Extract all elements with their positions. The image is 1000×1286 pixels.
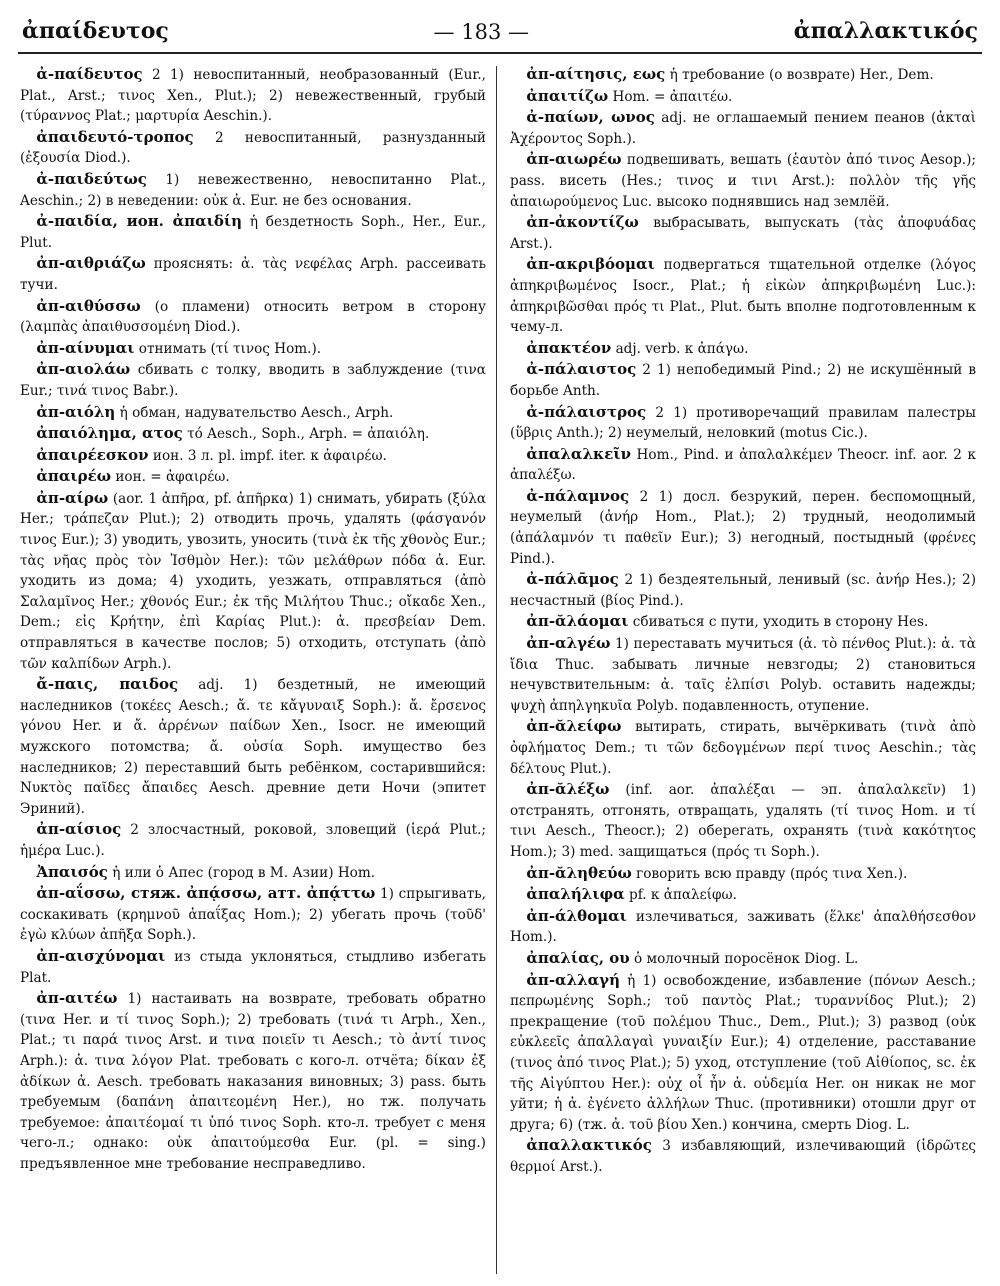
entry-headword: ἀ-παίδευτος (36, 65, 143, 83)
dictionary-entry (510, 716, 976, 779)
entry-definition: ион. 3 л. pl. impf. iter. к ἀφαιρέω. (148, 447, 387, 464)
entry-definition: adj. verb. к ἀπάγω. (611, 340, 749, 357)
entry-headword: ἀπ-ᾰλέξω (526, 780, 610, 799)
entry-headword: ἀπ-αιωρέω (526, 150, 622, 169)
page-number: — 183 — (433, 20, 529, 44)
entry-headword: ἀ-παίων, ωνος (526, 108, 655, 127)
dictionary-entry (20, 211, 486, 253)
entry-headword: ἀπ-αλγέω (526, 634, 611, 653)
entry-definition: вытирать, стирать, вычёркивать (τινὰ ἀπὸ ὀφλήματος Dem.; τι τῶν δεδογμένων περί τινος Aeschin.; τὰς δέλτους Plut.). (510, 719, 976, 777)
entry-definition: подвешивать, вешать (ἑαυτὸν ἀπό τινος Aesop.); pass. висеть (Hes.; τινος и τινι Arst.): πολλὸν τῆς γῆς ἀπαιωρούμενος Luc. высоко поднявшись над землёй. (510, 152, 976, 210)
entry-headword: ἄ-παις, παιδος (36, 675, 179, 694)
entry-definition: ἡ обман, надувательство Aesch., Arph. (115, 404, 394, 421)
entry-headword: ἀπαλήλιφα (526, 885, 625, 904)
entry-headword: ἀ-πάλᾱμος (526, 570, 619, 589)
entry-headword: ἀπαιτίζω (526, 86, 609, 105)
entry-headword: ἀ-πάλαιστρος (526, 402, 647, 421)
dictionary-entry (20, 946, 486, 988)
entry-headword: ἀπ-ακριβόομαι (526, 255, 655, 274)
dictionary-entry (20, 862, 486, 884)
entry-definition: прояснять: ἀ. τὰς νεφέλας Arph. рассеивать тучи. (20, 256, 486, 293)
header-left-word: ἀπαίδευτος (22, 18, 169, 44)
left-column (20, 64, 486, 1276)
entry-headword: ἀ-πάλαιστος (526, 360, 637, 379)
dictionary-entry (510, 486, 976, 569)
entry-headword: ἀ-πάλαμνος (526, 486, 630, 505)
dictionary-entry (20, 359, 486, 401)
entry-definition: ἡ или ὁ Апес (город в М. Азии) Hom. (107, 864, 376, 881)
entry-headword: ἀπ-αιόλη (36, 402, 116, 421)
dictionary-entry (20, 674, 486, 819)
entry-headword: ἀπ-ᾰλάομαι (526, 612, 629, 631)
dictionary-entry (20, 127, 486, 169)
entry-definition: излечиваться, заживать (ἕλκε' ἀπαλθήσεσθον Hom.). (510, 908, 976, 946)
entry-definition: ὁ молочный поросёнок Diog. L. (629, 950, 859, 967)
entry-headword: ἀπαιρέω (36, 467, 112, 486)
entry-headword: ἀ-παιδεύτως (36, 169, 147, 188)
entry-definition: из стыда уклоняться, стыдливо избегать Plat. (20, 948, 486, 986)
entry-headword: ἀπ-αλλαγή (526, 970, 620, 989)
dictionary-entry (20, 466, 486, 488)
dictionary-entry (510, 569, 976, 611)
page-header (22, 10, 978, 44)
dictionary-entry (510, 212, 976, 254)
dictionary-entry (20, 883, 486, 946)
dictionary-entry (510, 107, 976, 149)
entry-headword: ἀπ-αισχύνομαι (36, 946, 166, 965)
dictionary-entry (510, 64, 976, 86)
entry-headword: Ἀπαισός (36, 862, 108, 881)
column-divider (496, 66, 497, 1274)
dictionary-entry (510, 254, 976, 337)
dictionary-entry (510, 149, 976, 212)
entry-headword: ἀπ-αιθριάζω (36, 254, 146, 273)
dictionary-entry (510, 86, 976, 108)
entry-definition: 2 злосчастный, роковой, зловещий (ἱερά Plut.; ἡμέρα Luc.). (20, 822, 486, 859)
dictionary-entry (510, 863, 976, 885)
dictionary-entry (20, 988, 486, 1174)
entry-definition: 1) настаивать на возврате, требовать обратно (τινα Her. и τί τινος Soph.); 2) требовать (τινά τι Arph., Xen., Plat.; τι παρά τινος Arst. и τινα ποιεῖν τι Aesch.; τὸ ἀντί τινος Arph.): ἀ. τινα λόγον Plat. требовать с кого-л. отчёта; δίκαν ἐξ ἀδίκων ἀ. Aesch. требовать наказания виновных; 3) pass. быть требуемым (δαπάνη ἀπαιτεομένη Her.), но тж. получать требуемое: ἀπαιτέομαί τι ὑπό τινος Soph. кто-л. требует с меня чего-л.; однако: οὐκ ἀπαιτούμεσθα Eur. (pl. = sing.) предъявленное мне требование несправедливо. (20, 991, 486, 1172)
entry-headword: ἀπαιδευτό-τροπος (36, 127, 194, 146)
entry-definition: 3 избавляющий, излечивающий (ἱδρῶτες θερμοί Arst.). (510, 1138, 976, 1175)
entry-definition: adj. не оглашаемый пением пеанов (ἀκταὶ Ἀχέροντος Soph.). (510, 110, 976, 147)
dictionary-entry (510, 906, 976, 948)
entry-headword: ἀπ-ᾰλείφω (526, 717, 622, 736)
entry-definition: 1) спрыгивать, соскакивать (κρημνοῦ ἀπαΐξας Hom.); 2) убегать прочь (τοῦδ' ἐγὼ κλύων ἀπῆξα Soph.). (20, 886, 486, 944)
entry-definition: τό Aesch., Soph., Arph. = ἀπαιόλη. (182, 426, 430, 443)
entry-definition: 2 1) бездеятельный, ленивый (sc. ἀνήρ Hes.); 2) несчастный (βίος Pind.). (510, 572, 976, 609)
entry-headword: ἀπ-ἀκοντίζω (526, 213, 639, 232)
entry-headword: ἀπ-αίρω (36, 488, 109, 507)
entry-definition: Hom., Pind. и ἀπαλαλκέμεν Theocr. inf. aor. 2 к ἀπαλέξω. (510, 446, 976, 484)
entry-definition: (о пламени) относить ветром в сторону (λαμπὰς ἀπαιθυσσομένη Diod.). (20, 298, 486, 336)
entry-headword: ἀπ-αίνυμαι (36, 338, 135, 357)
dictionary-entry (20, 169, 486, 211)
entry-definition: pf. к ἀπαλείφω. (624, 887, 737, 904)
entry-definition: adj. 1) бездетный, не имеющий наследников (τοκέες Aesch.; ἄ. τε κἄγυναιξ Soph.): ἄ. ἔρσενος γόνου Her. и ἄ. ἀρρένων παίδων Xen., Isocr. не имеющий мужского потомства; ἄ. οὐσία Soph. имущество без наследников; 2) переставший быть ребёнком, состарившийся: Νυκτὸς παῖδες ἄπαιδες Aesch. древние дети Ночи (эпитет Эриний). (20, 677, 486, 817)
entry-definition: 2 1) противоречащий правилам палестры (ὕβρις Anth.); 2) неумелый, неловкий (motus Cic.). (510, 404, 976, 442)
entry-headword: ἀπακτέον (526, 338, 612, 357)
entry-definition: ἡ требование (о возврате) Her., Dem. (665, 67, 934, 83)
dictionary-entry (20, 488, 486, 674)
dictionary-entry (20, 253, 486, 295)
entry-headword: ἀπ-αιολάω (36, 360, 131, 379)
dictionary-entry (20, 445, 486, 467)
dictionary-entry (20, 402, 486, 424)
dictionary-entry (510, 1135, 976, 1177)
entry-headword: ἀπ-ᾰληθεύω (526, 863, 632, 882)
entry-definition: (inf. aor. ἀπαλέξαι — эп. ἀπαλαλκεῖν) 1) отстранять, отгонять, отвращать, удалять (τί τινος Hom. и τί τινι Aesch., Theocr.); 2) оберегать, охранять (τινὰ κακότητος Hom.); 3) med. защищаться (πρός τι Soph.). (510, 782, 976, 860)
entry-definition: 2 1) невоспитанный, необразованный (Eur., Plat., Arst.; τινος Xen., Plut.); 2) невежественный, грубый (τύραννος Plat.; μαρτυρία Aeschin.). (20, 67, 486, 125)
entry-headword: ἀπαλλακτικός (526, 1136, 652, 1155)
dictionary-entry (510, 633, 976, 716)
entry-headword: ἀπαλίας, ου (526, 948, 630, 967)
dictionary-entry (510, 611, 976, 633)
dictionary-entry (510, 779, 976, 862)
dictionary-entry (510, 948, 976, 970)
entry-definition: говорить всю правду (πρός τινα Xen.). (631, 865, 908, 882)
entry-headword: ἀπ-αίτησις, εως (526, 65, 666, 83)
entry-definition: ион. = ἀφαιρέω. (111, 469, 230, 486)
right-column (510, 64, 976, 1276)
header-right-word: ἀπαλλακτικός (793, 18, 978, 44)
dictionary-entry (510, 884, 976, 906)
entry-headword: ἀπ-αιτέω (36, 989, 118, 1008)
entry-headword: ἀ-παιδία, ион. ἀπαιδίη (36, 212, 243, 231)
entry-definition: сбиваться с пути, уходить в сторону Hes. (628, 614, 929, 631)
entry-definition: 2 1) непобедимый Pind.; 2) не искушённый в борьбе Anth. (510, 362, 976, 399)
dictionary-entry (510, 359, 976, 401)
dictionary-entry (510, 444, 976, 486)
entry-definition: сбивать с толку, вводить в заблуждение (τινα Eur.; τινά τινος Babr.). (20, 362, 486, 399)
header-rule (18, 52, 982, 54)
dictionary-entry (20, 819, 486, 861)
entry-definition: 1) переставать мучиться (ἀ. τὸ πένθος Plut.): ἀ. τὰ ἴδια Thuc. забывать личные невзгоды; 2) становиться нечувствительным: ἀ. ταῖς ἐλπίσι Polyb. оставить надежды; ψυχὴ ἀπηλγηκυῖα Polyb. подавленность, отупение. (510, 636, 976, 714)
entry-definition: 1) невежественно, невоспитанно Plat., Aeschin.; 2) в неведении: οὐκ ἀ. Eur. не без основания. (20, 171, 486, 209)
entry-definition: 2 1) досл. безрукий, перен. беспомощный, неумелый (ἀνήρ Hom., Plat.); 2) трудный, неодолимый (ἀπάλαμνόν τι παθεῖν Eur.); 3) негодный, постыдный (φρένες Pind.). (510, 488, 976, 567)
dictionary-entry (510, 338, 976, 360)
dictionary-entry (510, 970, 976, 1136)
entry-definition: 2 невоспитанный, разнузданный (ἐξουσία Diod.). (20, 129, 486, 167)
entry-definition: подвергаться тщательной отделке (λόγος ἀπηκριβωμένος Isocr., Plat.; ἡ εἰκὼν ἀπηκριβωμένη Luc.): ἀπηκριβῶσθαι πρός τι Plat., Plut. быть вполне подготовленным к чему-л. (510, 257, 976, 336)
entry-headword: ἀπ-αίσιος (36, 820, 122, 839)
entry-headword: ἀπαιόλημα, ατος (36, 424, 183, 443)
entry-definition: (aor. 1 ἀπῆρα, pf. ἀπῆρκα) 1) снимать, убирать (ξύλα Her.; τράπεζαν Plut.); 2) отводить прочь, удалять (φάσγανόν τινος Eur.); 3) уводить, увозить, уносить (τινὰ ἐκ τῆς χθονὸς Eur.; τὰς νῆας πρὸς τὸν Ἰσθμὸν Her.): τῶν μελάθρων πόδα ἀ. Eur. уходить из дома; 4) уходить, уезжать, отправляться (ἀπὸ Σαλαμῖνος Her.; χθονός Eur.; ἐκ τῆς Μιλήτου Thuc.; οἴκαδε Xen., Dem.; εἰς Κρήτην, ἐπὶ Καρίας Plut.): ἀ. πρεσβείαν Dem. отправляться в качестве послов; 5) отходить, отступать (ἀπὸ τῶν καλπίδων Arph.). (20, 490, 486, 672)
entry-headword: ἀπ-αΐσσω, стяж. ἀπᾴσσω, атт. ἀπᾴττω (36, 884, 376, 903)
entry-definition: Hom. = ἀπαιτέω. (608, 88, 733, 105)
entry-definition: выбрасывать, выпускать (τὰς ἀποφυάδας Arst.). (510, 215, 976, 252)
entry-headword: ἀπ-αιθύσσω (36, 296, 141, 315)
dictionary-entry (20, 296, 486, 338)
entry-headword: ἀπαιρέεσκον (36, 445, 149, 464)
entry-definition: отнимать (τί τινος Hom.). (134, 340, 322, 357)
entry-definition: ἡ бездетность Soph., Her., Eur., Plut. (20, 214, 486, 251)
dictionary-entry (20, 338, 486, 360)
dictionary-entry (20, 423, 486, 445)
dictionary-entry (510, 402, 976, 444)
entry-definition: ἡ 1) освобождение, избавление (πόνων Aesch.; πεπρωμένης Soph.; τοῦ παντὸς Plat.; τυραννίδος Plut.); 2) прекращение (τοῦ πολέμου Thuc., Dem., Plut.); 3) развод (οὐκ εὐκλεεῖς ἀπαλλαγαὶ γυναιξίν Eur.); 4) отделение, расставание (τινος ἀπό τινος Plat.); 5) уход, отступление (τοῦ Αἰθίοπος, sc. ἐκ τῆς Αἰγύπτου Her.): οὐχ οἷ ἦν ἀ. οὐδεμία Her. он никак не мог уйти; ἡ ἀ. ἐγένετο ἀλλήλων Thuc. (противники) отошли друг от друга; 6) (тж. ἀ. τοῦ βίου Xen.) кончина, смерть Diog. L. (510, 972, 976, 1133)
entry-headword: ἀπαλαλκεῖν (526, 444, 631, 463)
entry-headword: ἀπ-άλθομαι (526, 906, 627, 925)
dictionary-entry (20, 64, 486, 127)
